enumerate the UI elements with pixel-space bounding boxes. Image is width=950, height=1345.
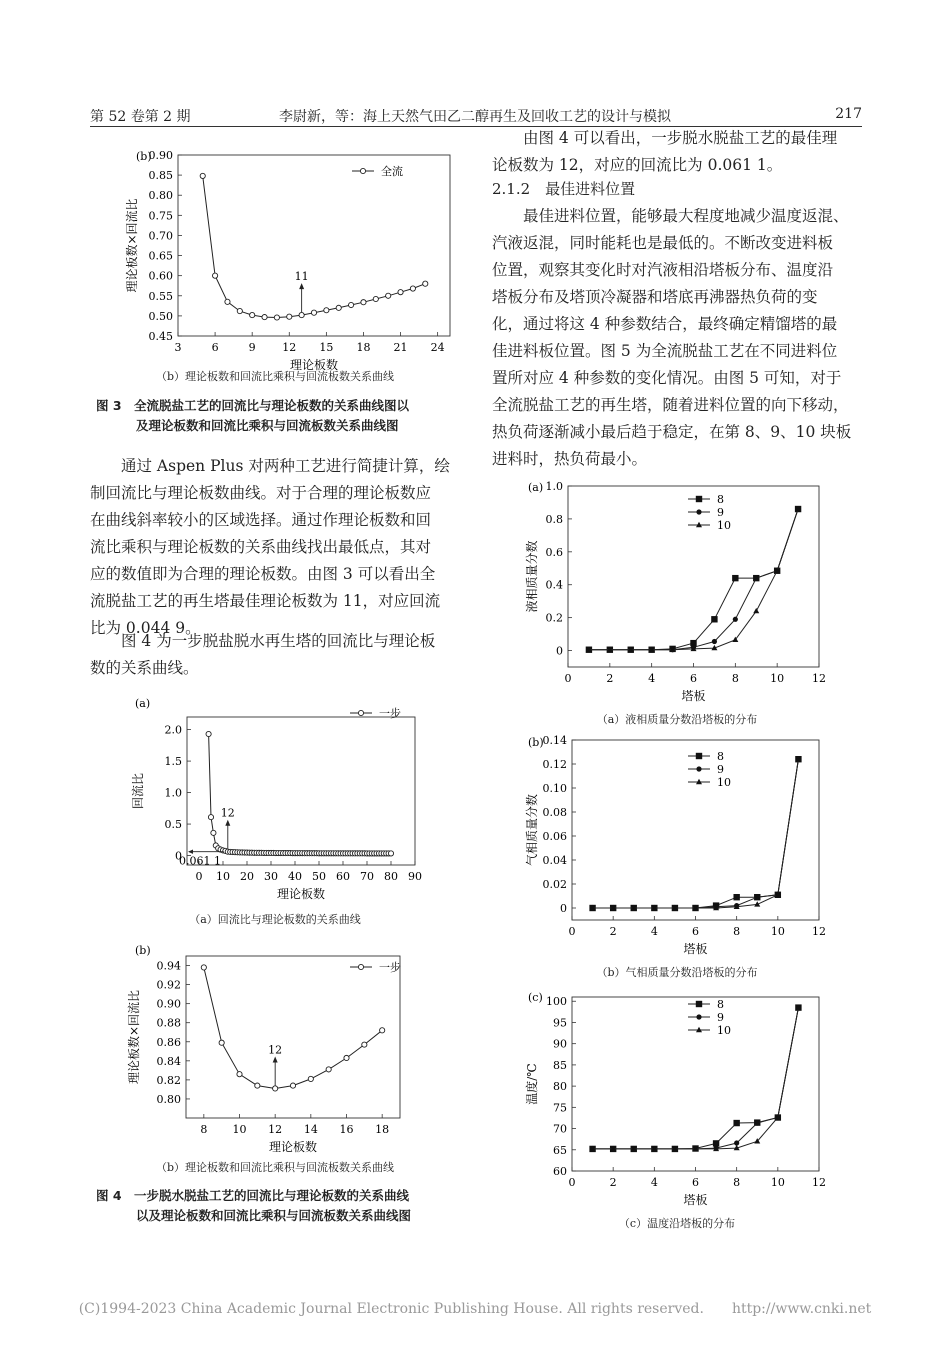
legend-label: 10	[717, 1024, 731, 1037]
y-tick-label: 0.85	[148, 169, 173, 183]
x-tick-label: 6	[211, 341, 219, 354]
x-axis-title: 理论板数	[289, 358, 339, 372]
data-point	[273, 1086, 278, 1091]
data-point	[733, 1120, 739, 1126]
data-point	[423, 281, 428, 286]
data-point	[326, 1067, 331, 1072]
y-tick-label: 0.94	[156, 959, 181, 973]
data-point	[290, 1083, 295, 1088]
figure-3-caption-line1: 图 3 全流脱盐工艺的回流比与理论板数的关系曲线图以	[96, 398, 410, 413]
data-point	[380, 1028, 385, 1033]
figure-4-caption-line2: 以及理论板数和回流比乘积与回流板数关系曲线图	[136, 1208, 412, 1223]
paragraph-aspen	[90, 453, 460, 642]
y-axis-title: 气相质量分数	[525, 793, 539, 867]
para1-line: 在曲线斜率较小的区域选择。通过作理论板数和回	[90, 511, 432, 529]
x-tick-label: 12	[268, 1123, 283, 1136]
data-point	[755, 1120, 760, 1125]
y-tick-label: 0.08	[542, 806, 567, 819]
series-line	[589, 509, 798, 650]
y-tick-label: 0.2	[545, 611, 563, 625]
legend-label: 10	[717, 776, 731, 789]
x-axis-title: 塔板	[681, 689, 706, 703]
data-point	[361, 300, 366, 305]
data-point	[299, 312, 304, 317]
data-point	[388, 851, 393, 856]
annotation-arrowhead	[225, 820, 230, 826]
y-tick-label: 0.86	[156, 1035, 181, 1049]
data-point	[211, 830, 216, 835]
plot-frame	[178, 155, 450, 336]
figure-3b-subcaption: （b）理论板数和回流比乘积与回流板数关系曲线	[155, 370, 395, 383]
series-line	[209, 734, 391, 853]
data-point	[255, 1083, 260, 1088]
x-tick-label: 10	[770, 1176, 785, 1189]
data-point	[733, 617, 738, 622]
legend-label: 8	[717, 998, 724, 1011]
y-tick-label: 70	[553, 1122, 567, 1136]
legend-marker	[358, 964, 363, 969]
y-tick-label: 90	[553, 1037, 567, 1051]
x-tick-label: 60	[336, 870, 350, 883]
x-tick-label: 8	[731, 672, 739, 685]
legend-label: 8	[717, 493, 724, 506]
x-axis-title: 塔板	[683, 942, 708, 956]
page-number: 217	[835, 106, 862, 122]
legend-label: 10	[717, 519, 731, 532]
para4-line: 佳进料板位置。图 5 为全流脱盐工艺在不同进料位	[492, 342, 838, 360]
para1-line: 比为 0.044 9。	[90, 619, 201, 637]
panel-label: (a)	[528, 481, 544, 494]
data-point	[237, 308, 242, 313]
data-point	[734, 1140, 739, 1145]
paragraph-fig4-intro	[90, 628, 460, 682]
data-point	[733, 894, 739, 900]
series-line	[589, 509, 798, 650]
para4-line: 全流脱盐工艺的再生塔，随着进料位置的向下移动，	[492, 396, 849, 414]
data-point	[732, 575, 738, 581]
x-tick-label: 30	[264, 870, 278, 883]
legend-marker	[358, 710, 363, 715]
data-point	[711, 616, 717, 622]
data-point	[225, 299, 230, 304]
y-tick-label: 0.12	[542, 758, 567, 771]
x-tick-label: 4	[650, 925, 658, 938]
legend-label: 一步	[379, 961, 401, 974]
x-tick-label: 20	[240, 870, 254, 883]
y-tick-label: 0.80	[156, 1092, 181, 1106]
data-point	[753, 608, 759, 613]
y-tick-label: 0.50	[148, 309, 173, 323]
paragraph-fig4-result	[492, 125, 862, 179]
para1-line: 流比乘积与理论板数的关系曲线找出最低点，其对	[90, 538, 432, 556]
figure-5a-chart	[520, 475, 840, 705]
y-tick-label: 65	[553, 1143, 567, 1157]
panel-label: (b)	[135, 944, 151, 957]
y-tick-label: 0.5	[164, 818, 182, 832]
plot-frame	[187, 717, 415, 865]
annotation-hline-head	[188, 850, 193, 854]
y-tick-label: 0.8	[545, 512, 563, 526]
data-point	[274, 315, 279, 320]
data-point	[712, 639, 717, 644]
x-tick-label: 8	[200, 1123, 208, 1136]
y-tick-label: 0.88	[156, 1016, 181, 1030]
x-tick-label: 8	[733, 925, 741, 938]
y-tick-label: 85	[553, 1058, 567, 1072]
para2-line: 图 4 为一步脱盐脱水再生塔的回流比与理论板	[121, 632, 436, 650]
legend-marker	[696, 766, 701, 771]
para1-line: 应的数值即为合理的理论板数。由图 3 可以看出全	[90, 565, 436, 583]
annotation-label: 12	[268, 1043, 283, 1057]
y-axis-title: 液相质量分数	[525, 540, 539, 613]
y-tick-label: 0.80	[148, 189, 173, 203]
data-point	[754, 576, 759, 581]
y-tick-label: 0.75	[148, 209, 173, 223]
y-axis-title: 理论板数×回流比	[127, 989, 141, 1085]
para4-line: 置所对应 4 种参数的变化情况。由图 5 可知，对于	[492, 369, 842, 387]
legend-label: 一步	[379, 707, 401, 720]
x-tick-label: 0	[564, 672, 572, 685]
y-tick-label: 60	[553, 1165, 567, 1178]
y-tick-label: 0	[560, 902, 567, 915]
legend-marker	[696, 1001, 702, 1007]
y-tick-label: 0.82	[156, 1073, 181, 1087]
panel-label: (b)	[528, 736, 544, 749]
figure-5b-subcaption: （b）气相质量分数沿塔板的分布	[596, 966, 758, 979]
para4-line: 化，通过将这 4 种参数结合，最终确定精馏塔的最	[492, 315, 838, 333]
x-tick-label: 21	[393, 341, 408, 354]
x-tick-label: 18	[356, 341, 371, 354]
data-point	[287, 314, 292, 319]
para4-line: 塔板分布及塔顶冷凝器和塔底再沸器热负荷的变	[492, 288, 818, 306]
y-tick-label: 1.5	[164, 755, 182, 769]
figure-4-caption-line1: 图 4 一步脱水脱盐工艺的回流比与理论板数的关系曲线	[96, 1188, 410, 1203]
x-tick-label: 3	[174, 341, 182, 354]
para4-line: 热负荷逐渐减小最后趋于稳定，在第 8、9、10 块板	[492, 423, 852, 441]
y-tick-label: 0.55	[148, 289, 173, 303]
legend-marker	[360, 168, 365, 173]
data-point	[308, 1076, 313, 1081]
copyright-footer: (C)1994-2023 China Academic Journal Electronic Publishing House. All rights reserved. http://www.cnki.net	[78, 1301, 872, 1317]
x-tick-label: 10	[770, 925, 785, 938]
annotation-arrowhead	[299, 283, 304, 289]
x-axis-title: 塔板	[683, 1193, 708, 1207]
data-point	[755, 895, 760, 900]
para4-line: 位置，观察其变化时对汽液相沿塔板分布、温度沿	[492, 261, 834, 279]
x-tick-label: 50	[312, 870, 326, 883]
annotation-arrowhead	[273, 1056, 278, 1062]
y-tick-label: 0.92	[156, 978, 181, 992]
figure-3-caption	[96, 396, 409, 436]
plot-frame	[568, 486, 819, 667]
data-point	[398, 290, 403, 295]
para4-line: 汽液返混，同时能耗也是最低的。不断改变进料板	[492, 234, 834, 252]
panel-label: (a)	[135, 697, 151, 710]
y-tick-label: 75	[553, 1101, 567, 1115]
x-tick-label: 4	[650, 1176, 658, 1189]
legend-label: 9	[717, 1011, 724, 1024]
journal-volume: 第 52 卷第 2 期	[90, 109, 191, 125]
x-tick-label: 4	[648, 672, 656, 685]
y-tick-label: 0.14	[542, 734, 567, 747]
figure-4a-subcaption: （a）回流比与理论板数的关系曲线	[189, 913, 361, 926]
x-tick-label: 0	[568, 925, 576, 938]
data-point	[362, 1042, 367, 1047]
data-point	[237, 1072, 242, 1077]
y-tick-label: 100	[546, 995, 567, 1009]
panel-label: (b)	[136, 150, 152, 163]
x-tick-label: 40	[288, 870, 302, 883]
y-tick-label: 0.04	[542, 854, 567, 867]
legend-label: 全流	[381, 165, 403, 178]
plot-frame	[572, 740, 819, 920]
annotation-label: 11	[294, 270, 309, 284]
panel-label: (c)	[528, 991, 543, 1004]
figure-5a-subcaption: （a）液相质量分数沿塔板的分布	[596, 713, 758, 726]
y-tick-label: 0.06	[542, 830, 567, 843]
y-tick-label: 0.70	[148, 229, 173, 243]
y-tick-label: 80	[553, 1080, 567, 1094]
data-point	[410, 286, 415, 291]
x-tick-label: 10	[770, 672, 785, 685]
x-tick-label: 9	[248, 341, 256, 354]
y-tick-label: 1.0	[164, 786, 182, 800]
figure-4b-subcaption: （b）理论板数和回流比乘积与回流板数关系曲线	[155, 1161, 395, 1174]
data-point	[262, 314, 267, 319]
y-tick-label: 0.45	[148, 330, 173, 343]
series-line	[593, 1008, 799, 1149]
series-line	[589, 509, 798, 650]
figure-4-caption	[96, 1186, 411, 1226]
x-tick-label: 2	[609, 1176, 617, 1189]
y-tick-label: 95	[553, 1016, 567, 1030]
x-tick-label: 2	[606, 672, 614, 685]
series-line	[593, 1008, 799, 1149]
x-tick-label: 14	[303, 1123, 318, 1136]
para2-line: 数的关系曲线。	[90, 659, 199, 677]
data-point	[206, 731, 211, 736]
figure-5c-subcaption: （c）温度沿塔板的分布	[618, 1217, 736, 1230]
figure-4a-chart	[120, 695, 430, 905]
x-tick-label: 12	[282, 341, 297, 354]
para1-line: 制回流比与理论板数曲线。对于合理的理论板数应	[90, 484, 432, 502]
legend-marker	[696, 509, 701, 514]
para4-line: 进料时，热负荷最小。	[492, 450, 648, 468]
x-tick-label: 12	[812, 672, 826, 685]
data-point	[373, 296, 378, 301]
legend-marker	[696, 753, 702, 759]
legend-marker	[696, 496, 702, 502]
figure-3b-chart	[90, 140, 460, 370]
legend-label: 8	[717, 750, 724, 763]
x-tick-label: 70	[360, 870, 374, 883]
y-tick-label: 0.6	[545, 545, 563, 559]
x-tick-label: 2	[609, 925, 617, 938]
x-axis-title: 理论板数	[276, 887, 326, 901]
para3-line: 由图 4 可以看出，一步脱水脱盐工艺的最佳理	[523, 129, 838, 147]
y-tick-label: 1.0	[545, 480, 563, 493]
series-line	[204, 967, 382, 1088]
annotation-value: 0.061 1	[179, 854, 221, 868]
x-tick-label: 6	[690, 672, 697, 685]
data-point	[200, 173, 205, 178]
data-point	[336, 305, 341, 310]
y-axis-title: 温度/℃	[525, 1063, 539, 1105]
x-tick-label: 24	[430, 341, 445, 354]
y-tick-label: 0.02	[542, 878, 567, 891]
y-tick-label: 2.0	[164, 723, 182, 737]
data-point	[311, 310, 316, 315]
figure-5c-chart	[520, 985, 840, 1207]
x-tick-label: 80	[384, 870, 398, 883]
x-tick-label: 0	[195, 870, 203, 883]
data-point	[250, 312, 255, 317]
y-tick-label: 0.65	[148, 249, 173, 263]
y-tick-label: 0	[175, 849, 182, 863]
figure-4b-chart	[120, 942, 420, 1157]
y-tick-label: 0.90	[148, 149, 173, 162]
figure-5b-chart	[520, 732, 840, 960]
x-tick-label: 10	[232, 1123, 247, 1136]
series-line	[203, 176, 426, 318]
x-tick-label: 16	[339, 1123, 354, 1136]
legend-label: 9	[717, 506, 724, 519]
data-point	[208, 815, 213, 820]
x-tick-label: 8	[733, 1176, 741, 1189]
data-point	[344, 1055, 349, 1060]
y-tick-label: 0.10	[542, 782, 567, 795]
para1-line: 流脱盐工艺的再生塔最佳理论板数为 11，对应回流	[90, 592, 441, 610]
data-point	[201, 965, 206, 970]
data-point	[324, 308, 329, 313]
y-axis-title: 理论板数×回流比	[125, 198, 139, 293]
plot-frame	[186, 956, 400, 1118]
x-tick-label: 12	[812, 925, 826, 938]
para1-line: 通过 Aspen Plus 对两种工艺进行简捷计算，绘	[121, 457, 450, 475]
x-tick-label: 0	[568, 1176, 576, 1189]
y-tick-label: 0.60	[148, 269, 173, 283]
series-line	[593, 1008, 799, 1149]
y-axis-title: 回流比	[131, 772, 145, 810]
y-tick-label: 0.4	[545, 578, 563, 592]
x-tick-label: 90	[408, 870, 422, 883]
x-tick-label: 6	[692, 1176, 699, 1189]
x-tick-label: 18	[375, 1123, 390, 1136]
data-point	[212, 273, 217, 278]
data-point	[386, 293, 391, 298]
x-tick-label: 15	[319, 341, 334, 354]
section-heading-2-1-2: 2.1.2 最佳进料位置	[492, 180, 636, 198]
y-tick-label: 0	[556, 644, 563, 658]
figure-3-caption-line2: 及理论板数和回流比乘积与回流板数关系曲线图	[136, 418, 399, 433]
x-axis-title: 理论板数	[268, 1140, 318, 1154]
x-tick-label: 10	[216, 870, 230, 883]
legend-label: 9	[717, 763, 724, 776]
x-tick-label: 6	[692, 925, 699, 938]
paragraph-feed-position	[492, 203, 862, 473]
plot-frame	[572, 997, 819, 1171]
para4-line: 最佳进料位置，能够最大程度地减少温度返混、	[523, 207, 849, 225]
y-tick-label: 0.84	[156, 1054, 181, 1068]
data-point	[219, 1040, 224, 1045]
x-tick-label: 12	[812, 1176, 826, 1189]
para3-line: 论板数为 12，对应的回流比为 0.061 1。	[492, 156, 783, 174]
legend-marker	[696, 1014, 701, 1019]
annotation-label: 12	[220, 806, 235, 820]
y-tick-label: 0.90	[156, 997, 181, 1011]
running-title: 李尉新，等：海上天然气田乙二醇再生及回收工艺的设计与模拟	[279, 109, 671, 125]
data-point	[348, 302, 353, 307]
